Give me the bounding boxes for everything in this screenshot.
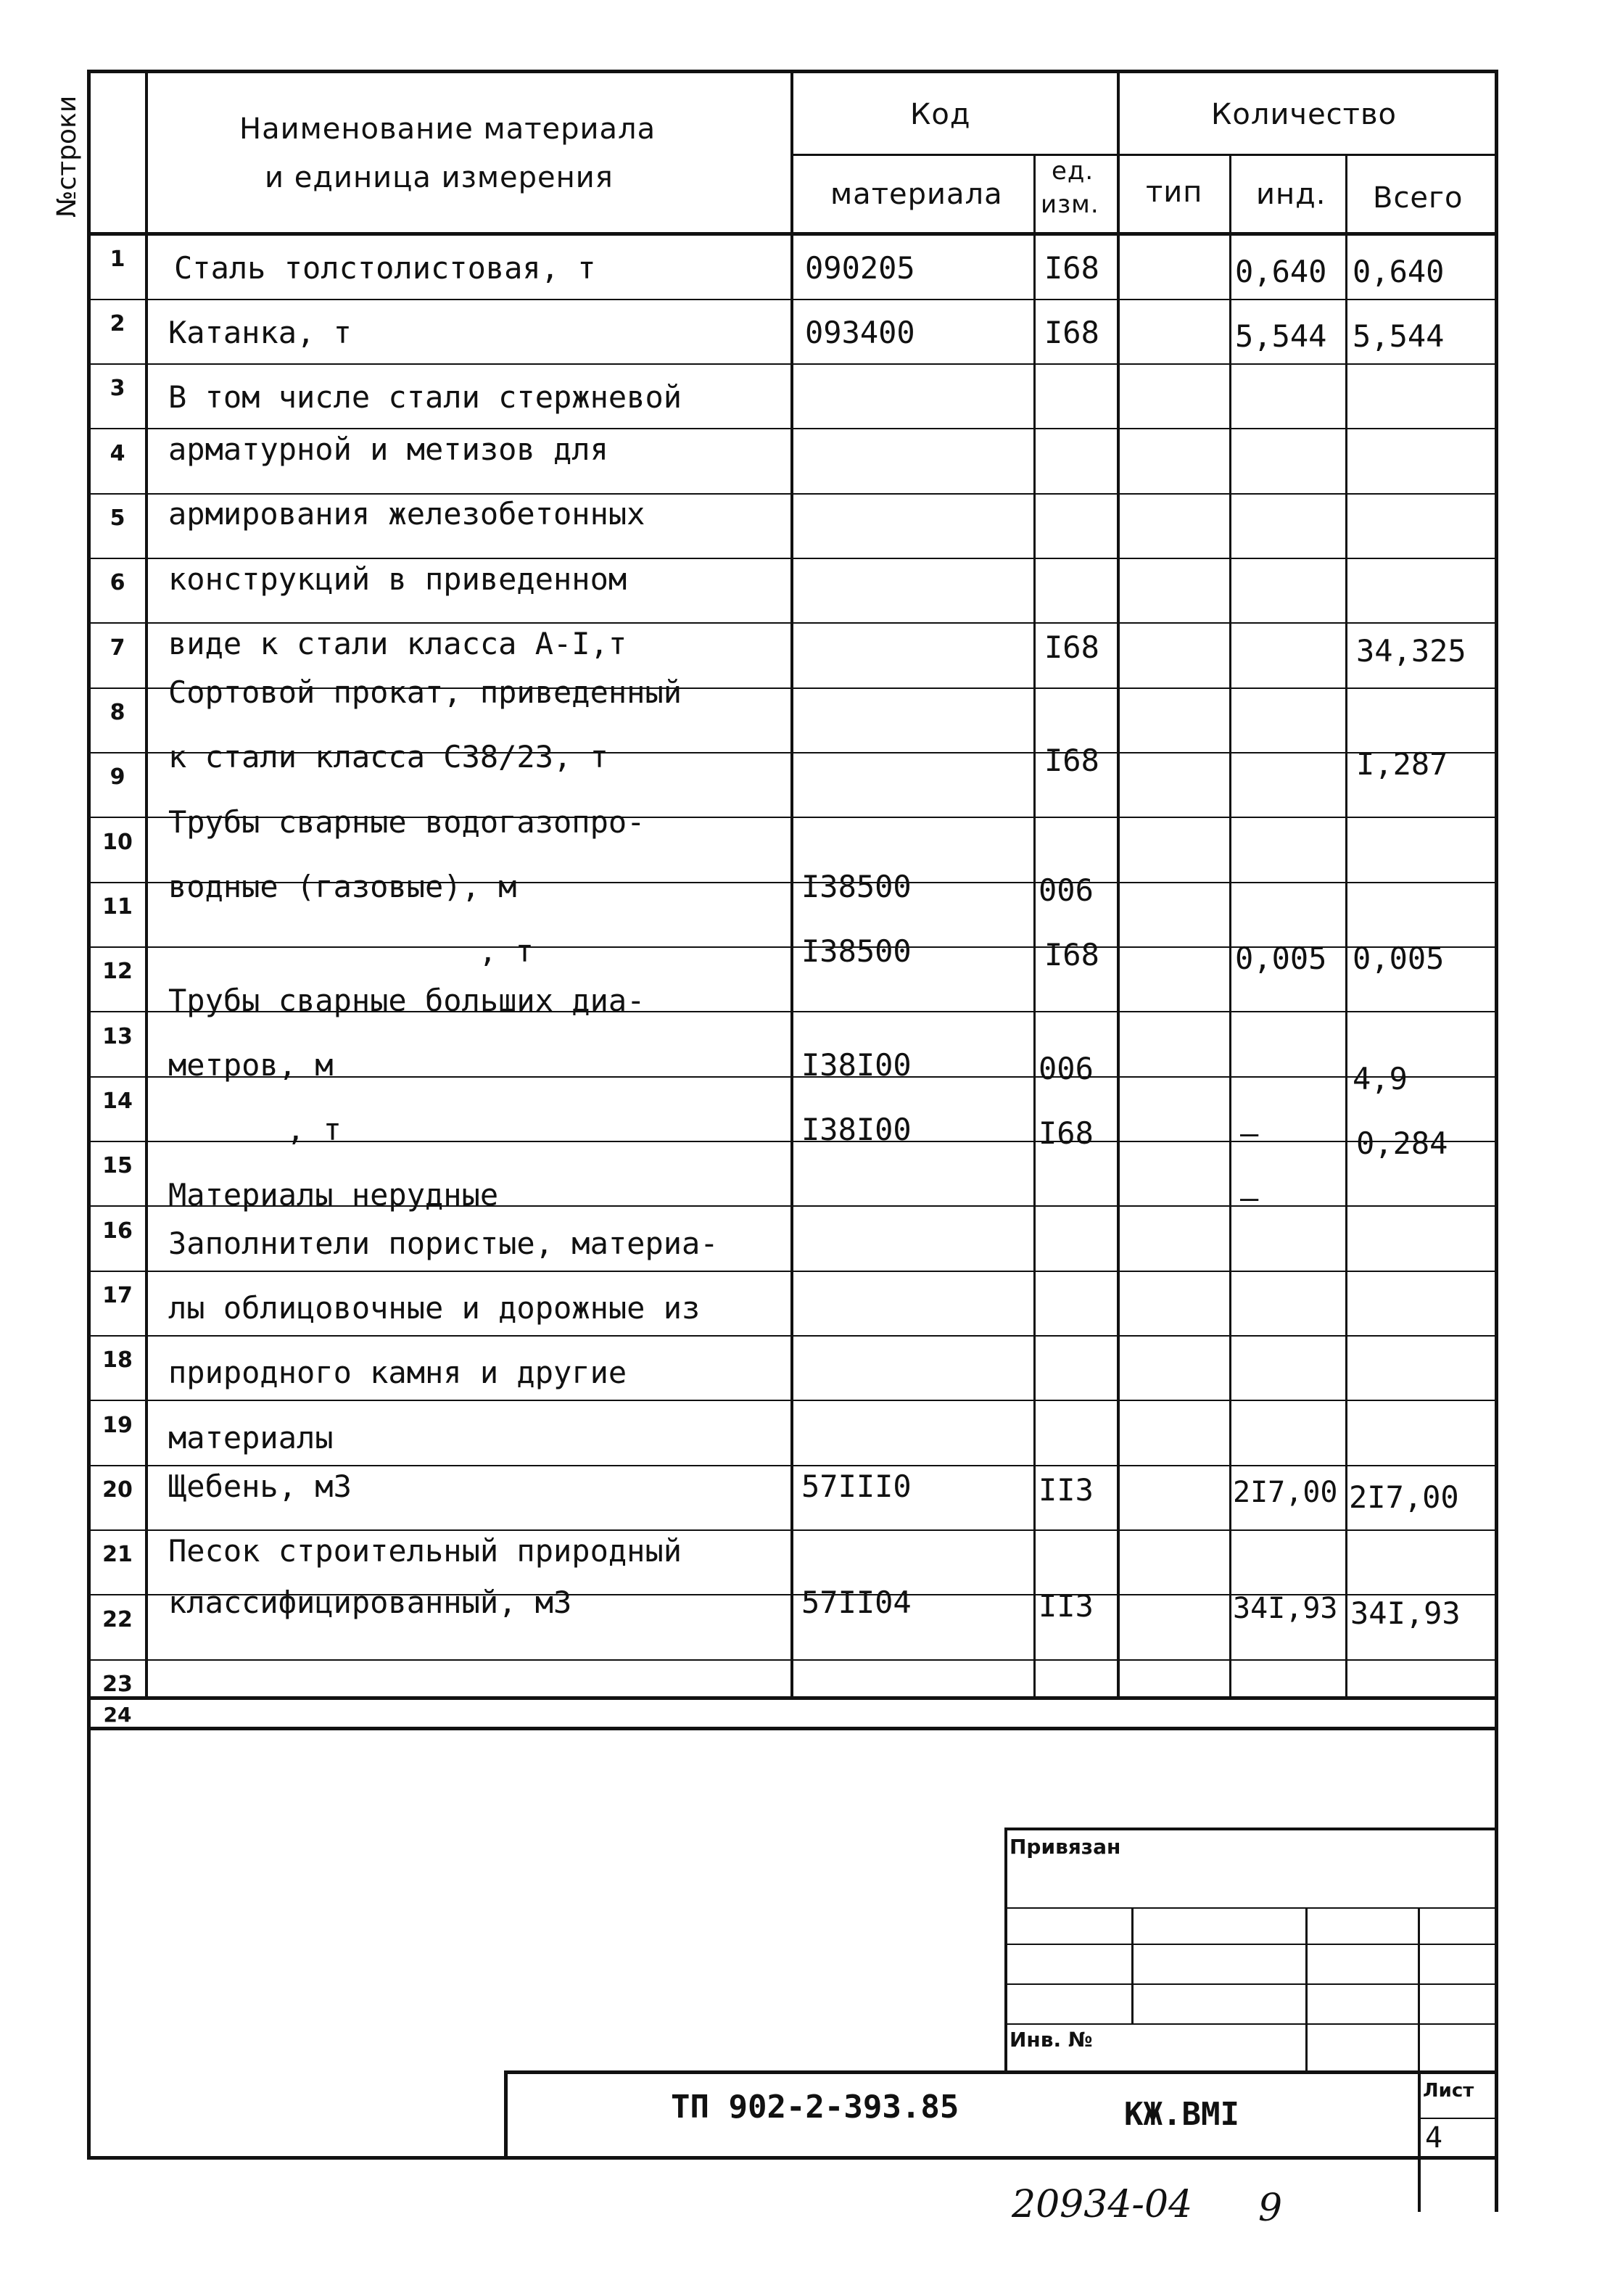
row-number: 22 bbox=[102, 1607, 133, 1632]
total-quantity: I,287 bbox=[1356, 746, 1448, 782]
row-number: 21 bbox=[102, 1542, 133, 1567]
material-code: I38500 bbox=[801, 933, 912, 969]
row-number: 20 bbox=[102, 1477, 133, 1503]
row-number: 16 bbox=[102, 1218, 133, 1244]
material-name: конструкций в приведенном bbox=[168, 561, 627, 597]
unit-code: 006 bbox=[1039, 872, 1094, 908]
row-number: 14 bbox=[102, 1089, 133, 1114]
material-name: Заполнители пористые, материа- bbox=[168, 1226, 719, 1261]
unit-header-line2: изм. bbox=[1041, 190, 1099, 219]
unit-code: I68 bbox=[1044, 937, 1099, 973]
ind-quantity: 2I7,00 bbox=[1233, 1476, 1338, 1509]
material-name: , т bbox=[479, 933, 534, 969]
unit-code: I68 bbox=[1044, 315, 1099, 350]
row-number: 15 bbox=[102, 1153, 133, 1178]
quantity-header: Количество bbox=[1211, 98, 1397, 131]
material-name: В том числе стали стержневой bbox=[168, 379, 682, 415]
row-number: 10 bbox=[102, 830, 133, 855]
material-header: материала bbox=[830, 178, 1003, 211]
total-header: Всего bbox=[1373, 181, 1463, 215]
material-name: водные (газовые), м bbox=[168, 869, 517, 904]
row-number: 6 bbox=[110, 570, 125, 595]
project-number: ТП 902-2-393.85 bbox=[671, 2089, 959, 2126]
name-header-line2: и единица измерения bbox=[265, 161, 614, 194]
material-code: 57II04 bbox=[801, 1585, 912, 1620]
material-name: лы облицовочные и дорожные из bbox=[168, 1290, 701, 1326]
page-number: 9 bbox=[1258, 2186, 1283, 2230]
material-name: материалы bbox=[168, 1420, 334, 1455]
unit-header-line1: ед. bbox=[1052, 157, 1094, 186]
row-number: 5 bbox=[110, 505, 125, 531]
material-name: армирования железобетонных bbox=[168, 496, 645, 532]
row-number: 19 bbox=[102, 1413, 133, 1438]
document-code: КЖ.ВМI bbox=[1124, 2096, 1239, 2133]
sheet-label: Лист bbox=[1423, 2080, 1474, 2102]
row-number: 1 bbox=[110, 247, 125, 272]
unit-code: II3 bbox=[1039, 1472, 1094, 1508]
ind-quantity: – bbox=[1240, 1115, 1259, 1151]
unit-code: II3 bbox=[1039, 1588, 1094, 1624]
material-name: Материалы нерудные bbox=[168, 1177, 499, 1213]
material-name: Сталь толстолистовая, т bbox=[174, 250, 596, 286]
row-number-header: №строки bbox=[52, 95, 82, 218]
material-code: I38I00 bbox=[801, 1047, 912, 1083]
material-name: Сортовой прокат, приведенный bbox=[168, 674, 682, 710]
row-number: 4 bbox=[110, 441, 125, 466]
total-quantity: 34I,93 bbox=[1350, 1595, 1461, 1631]
total-quantity: 4,9 bbox=[1353, 1061, 1408, 1097]
material-code: I38I00 bbox=[801, 1112, 912, 1147]
total-quantity: 34,325 bbox=[1356, 633, 1466, 669]
row-number: 13 bbox=[102, 1024, 133, 1049]
ind-quantity: 34I,93 bbox=[1233, 1592, 1338, 1625]
material-code: I38500 bbox=[801, 869, 912, 904]
material-name: классифицированный, м3 bbox=[168, 1585, 572, 1620]
material-name: метров, м bbox=[168, 1047, 334, 1083]
row-number: 8 bbox=[110, 700, 125, 725]
sheet-number: 4 bbox=[1425, 2121, 1443, 2155]
inv-no-label: Инв. № bbox=[1009, 2028, 1093, 2052]
material-name: виде к стали класса А-I,т bbox=[168, 626, 627, 661]
row-number: 18 bbox=[102, 1347, 133, 1373]
ind-quantity: 0,640 bbox=[1235, 254, 1327, 289]
ind-quantity: 5,544 bbox=[1235, 318, 1327, 354]
material-name: Песок строительный природный bbox=[168, 1533, 682, 1569]
unit-code: 006 bbox=[1039, 1051, 1094, 1086]
material-name: к стали класса С38/23, т bbox=[168, 739, 608, 775]
unit-code: I68 bbox=[1044, 629, 1099, 665]
material-name: Трубы сварные больших диа- bbox=[168, 983, 645, 1018]
row-number: 2 bbox=[110, 311, 125, 336]
material-name: природного камня и другие bbox=[168, 1355, 627, 1390]
row-number: 9 bbox=[110, 764, 125, 790]
tied-label: Привязан bbox=[1009, 1835, 1121, 1859]
total-quantity: 0,640 bbox=[1353, 254, 1445, 289]
material-name: Катанка, т bbox=[168, 315, 352, 350]
unit-code: I68 bbox=[1039, 1115, 1094, 1151]
row-number: 24 bbox=[103, 1703, 132, 1727]
total-quantity: 2I7,00 bbox=[1349, 1479, 1459, 1515]
material-code: 090205 bbox=[805, 250, 915, 286]
material-code: 57III0 bbox=[801, 1469, 912, 1504]
material-code: 093400 bbox=[805, 315, 915, 350]
unit-code: I68 bbox=[1044, 743, 1099, 778]
type-header: тип bbox=[1146, 175, 1203, 209]
ind-quantity: 0,005 bbox=[1235, 941, 1327, 976]
name-header-line1: Наименование материала bbox=[239, 112, 656, 146]
row-number: 3 bbox=[110, 376, 125, 401]
total-quantity: 5,544 bbox=[1353, 318, 1445, 354]
material-name: , т bbox=[286, 1112, 342, 1147]
row-number: 23 bbox=[102, 1672, 133, 1697]
material-name: арматурной и метизов для bbox=[168, 431, 608, 467]
unit-code: I68 bbox=[1044, 250, 1099, 286]
total-quantity: 0,005 bbox=[1353, 941, 1445, 976]
material-name: Трубы сварные водогазопро- bbox=[168, 804, 645, 840]
total-quantity: 0,284 bbox=[1356, 1126, 1448, 1161]
row-number: 12 bbox=[102, 959, 133, 984]
row-number: 11 bbox=[102, 894, 133, 920]
code-header: Код bbox=[910, 98, 971, 131]
ind-header: инд. bbox=[1256, 178, 1326, 211]
material-name: Щебень, м3 bbox=[168, 1469, 352, 1504]
row-number: 17 bbox=[102, 1283, 133, 1308]
row-number: 7 bbox=[110, 635, 125, 661]
ind-quantity: – bbox=[1240, 1180, 1259, 1215]
archive-number: 20934-04 bbox=[1012, 2183, 1193, 2226]
